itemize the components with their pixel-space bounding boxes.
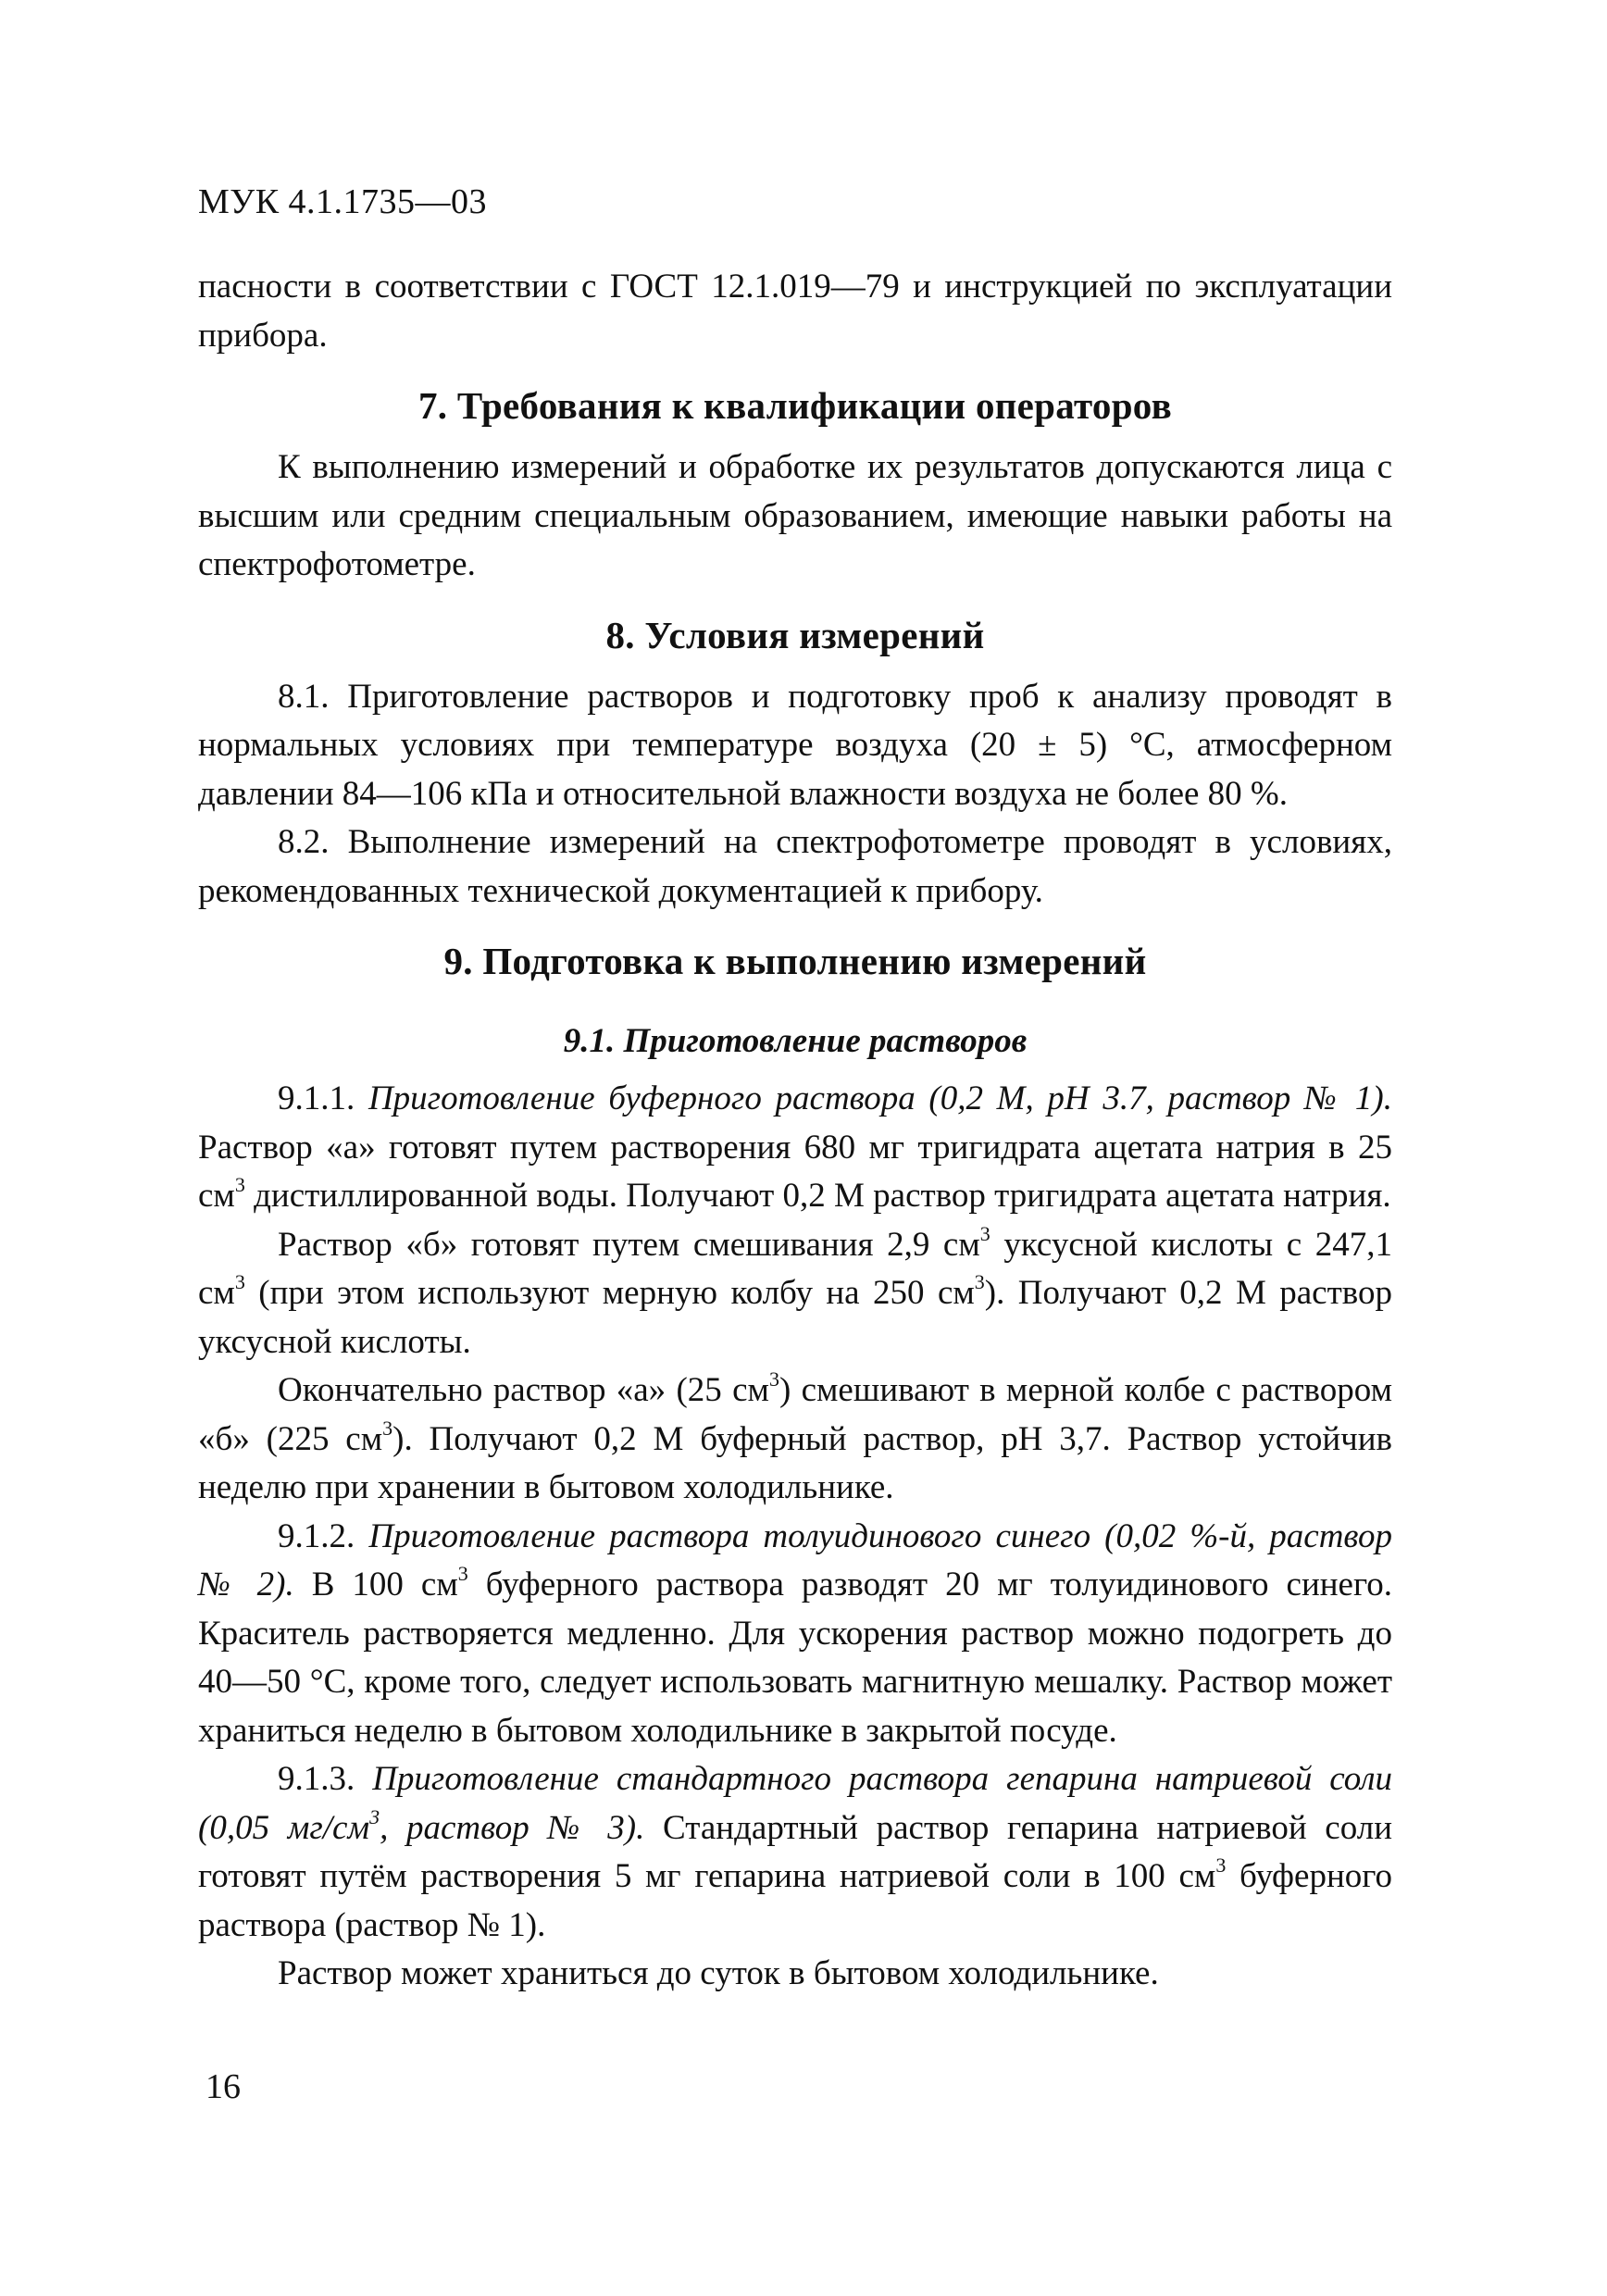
text-run: уксусной кислоты с 247,1 см — [198, 1225, 1392, 1312]
superscript: 3 — [457, 1562, 468, 1585]
section-9-heading: 9. Подготовка к выполнению измерений — [443, 940, 1147, 982]
subsection-9-1-heading: 9.1. Приготовление растворов — [563, 1022, 1028, 1060]
text-run: дистиллированной воды. Получают 0,2 М раствор тригидрата ацетата натрия. — [244, 1177, 1391, 1215]
paragraph-solution-b — [198, 1221, 1392, 1367]
text-run: Стандартный раствор гепарина натриевой соли готовят путём растворения 5 мг гепарина натриевой соли в 100 см — [198, 1808, 1392, 1895]
paragraph-9-1-1 — [198, 1075, 1392, 1221]
running-title: МУК 4.1.1735—03 — [198, 182, 488, 221]
superscript: 3 — [768, 1367, 779, 1391]
superscript: 3 — [974, 1270, 985, 1293]
text-run: Окончательно раствор «а» (25 см — [278, 1371, 769, 1409]
superscript: 3 — [234, 1173, 245, 1196]
page-number: 16 — [206, 2067, 241, 2106]
text-run: Раствор «б» готовят путем смешивания 2,9 см — [278, 1225, 980, 1264]
paragraph-number: 9.1.3. — [278, 1760, 373, 1798]
text-run: ). Получают 0,2 М буферный раствор, рН 3,7. Раствор устойчив неделю при хранении в бытовом холодильнике. — [198, 1419, 1392, 1506]
paragraph-title: Приготовление раствора толуидинового синего (0,02 %-й, раствор № 2). — [198, 1516, 1393, 1603]
section-7-paragraph: К выполнению измерений и обработке их результатов допускаются лица с высшим или средним специальным образованием, имеющие навыки работы на спектрофотометре. — [198, 448, 1392, 583]
paragraph-8-2: 8.2. Выполнение измерений на спектрофотометре проводят в условиях, рекомендованных технической документацией к прибору. — [198, 823, 1392, 910]
superscript: 3 — [234, 1270, 245, 1293]
page-content — [198, 263, 1392, 1999]
text-run: Раствор «а» готовят путем растворения 680 мг тригидрата ацетата натрия в 25 см — [198, 1128, 1392, 1215]
superscript: 3 — [369, 1804, 380, 1828]
paragraph-final-mix — [198, 1366, 1392, 1513]
paragraph-title: Приготовление стандартного раствора гепарина натриевой соли (0,05 мг/см — [198, 1760, 1393, 1847]
paragraph-9-1-3 — [198, 1755, 1392, 1950]
section-7-heading: 7. Требования к квалификации операторов — [417, 384, 1173, 427]
text-run: В 100 см — [293, 1566, 458, 1603]
paragraph-number: 9.1.2. — [278, 1516, 369, 1555]
continuation-paragraph: пасности в соответствии с ГОСТ 12.1.019—79 и инструкцией по эксплуатации прибора. — [198, 268, 1392, 355]
superscript: 3 — [382, 1416, 393, 1440]
text-run: ). Получают 0,2 М раствор уксусной кислоты. — [198, 1274, 1392, 1361]
text-run: (при этом используют мерную колбу на 250 см — [244, 1274, 975, 1312]
section-8-heading: 8. Условия измерений — [605, 613, 985, 656]
superscript: 3 — [1215, 1853, 1227, 1877]
text-run: ) смешивают в мерной колбе с раствором «б» (225 см — [198, 1371, 1392, 1458]
text-run: буферного раствора разводят 20 мг толуидинового синего. Краситель растворяется медленно. Для ускорения раствор можно подогреть до 40—50 °С, кроме того, следует использовать магнитную мешалку. Раствор может храниться неделю в бытовом холодильнике в закрытой посуде. — [198, 1566, 1392, 1750]
paragraph-8-1: 8.1. Приготовление растворов и подготовку проб к анализу проводят в нормальных условиях при температуре воздуха (20 ± 5) °С, атмосферном давлении 84—106 кПа и относительной влажности воздуха не более 80 %. — [198, 677, 1392, 813]
superscript: 3 — [979, 1221, 990, 1245]
text-run: буферного раствора (раствор № 1). — [198, 1857, 1392, 1944]
paragraph-9-1-2 — [198, 1513, 1392, 1756]
paragraph-title: Приготовление буферного раствора (0,2 М, рН 3.7, раствор № 1). — [367, 1079, 1393, 1117]
paragraph-storage: Раствор может храниться до суток в бытовом холодильнике. — [278, 1954, 1159, 1992]
paragraph-title-end: , раствор № 3). — [380, 1808, 645, 1847]
paragraph-number: 9.1.1. — [278, 1079, 368, 1117]
